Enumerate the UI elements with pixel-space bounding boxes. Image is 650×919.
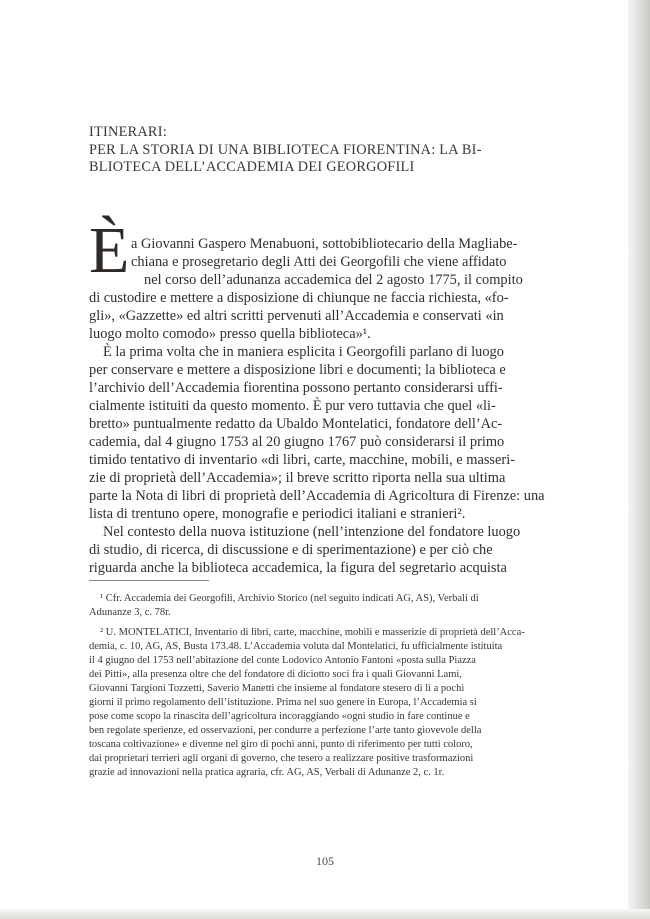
footnote-line: toscana coltivazione» e divenne nel giro di pochi anni, punto di riferimento per tutti coloro, (89, 739, 473, 750)
body-line: bretto» puntualmente redatto da Ubaldo Montelatici, fondatore dell’Ac- (89, 416, 503, 432)
scan-edge-bottom (0, 909, 650, 919)
body-line: lista di trentuno opere, monografie e periodici italiani e stranieri². (89, 506, 466, 522)
body-line: Nel contesto della nuova istituzione (nell’intenzione del fondatore luogo (103, 524, 521, 540)
heading-line: ITINERARI: (89, 124, 167, 140)
heading-line: BLIOTECA DELL’ACCADEMIA DEI GEORGOFILI (89, 159, 415, 176)
footnote-line: il 4 giugno del 1753 nell’abitazione del conte Lodovico Antonio Fantoni «posta sulla Piazza (89, 655, 476, 666)
body-line: di custodire e mettere a disposizione di chiunque ne faccia richiesta, «fo- (89, 290, 509, 306)
footnote-line: pose come scopo la rinascita dell’agricoltura incoraggiando «ogni studio in fare continue e (89, 711, 470, 722)
footnote-line: grazie ad innovazioni nella pratica agraria, cfr. AG, AS, Verbali di Adunanze 2, c. 1r. (89, 767, 445, 778)
body-line: parte la Nota di libri di proprietà dell’Accademia di Agricoltura di Firenze: una (89, 488, 545, 504)
footnote-line: ben regolate sperienze, ed osservazioni, per condurre a perfezione l’arte tanto giovevole della (89, 725, 482, 736)
body-line: gli», «Gazzette» ed altri scritti pervenuti all’Accademia e conservati «in (89, 308, 504, 324)
drop-cap: È (89, 214, 130, 287)
footnote-line: Adunanze 3, c. 78r. (89, 607, 171, 618)
chapter-heading (89, 124, 549, 177)
footnote-line: ² U. MONTELATICI, Inventario di libri, carte, macchine, mobili e masserizie di proprietà dell’Acca- (100, 627, 525, 638)
footnote-divider (89, 580, 209, 581)
footnote-line: giorni il primo regolamento dell’istituzione. Prima nel suo genere in Europa, l’Accademia si (89, 697, 477, 708)
body-line: di studio, di ricerca, di discussione e di sperimentazione) e per ciò che (89, 542, 493, 558)
body-line: cademia, dal 4 giugno 1753 al 20 giugno 1767 può considerarsi il primo (89, 434, 505, 450)
body-line: nel corso dell’adunanza accademica del 2 agosto 1775, il compito (144, 272, 523, 288)
page-number: 105 (316, 854, 334, 868)
body-line: zie di proprietà dell’Accademia»; il breve scritto riporta nella sua ultima (89, 470, 506, 486)
body-line: È la prima volta che in maniera esplicita i Georgofili parlano di luogo (103, 344, 504, 360)
body-line: chiana e prosegretario degli Atti dei Georgofili che viene affidato (131, 254, 507, 270)
footnote-line: dai proprietari terrieri agli organi di governo, che tesero a realizzare positive trasformazioni (89, 753, 474, 764)
body-line: cialmente istituiti da questo momento. È pur vero tuttavia che quel «li- (89, 398, 496, 414)
body-line: luogo molto comodo» presso quella biblioteca»¹. (89, 326, 371, 342)
body-line: a Giovanni Gaspero Menabuoni, sottobibliotecario della Magliabe- (131, 236, 518, 252)
body-line: timido tentativo di inventario «di libri, carte, macchine, mobili, e masseri- (89, 452, 516, 468)
footnote-line: Giovanni Targioni Tozzetti, Saverio Manetti che insieme al fondatore stesero di lì a pochi (89, 683, 465, 694)
heading-line: PER LA STORIA DI UNA BIBLIOTECA FIORENTINA: LA BI- (89, 141, 482, 158)
body-line: riguarda anche la biblioteca accademica, la figura del segretario acquista (89, 560, 507, 576)
body-line: l’archivio dell’Accademia fiorentina possono pertanto considerarsi uffi- (89, 380, 503, 396)
footnote-line: demia, c. 10, AG, AS, Busta 173.48. L’Accademia voluta dal Montelatici, fu ufficialmente istituita (89, 641, 503, 652)
body-line: per conservare e mettere a disposizione libri e documenti; la biblioteca e (89, 362, 506, 378)
footnote-line: ¹ Cfr. Accademia dei Georgofili, Archivio Storico (nel seguito indicati AG, AS), Verbali di (100, 593, 479, 604)
scan-edge-right (628, 0, 650, 919)
footnote-line: dei Pitti», alla presenza oltre che del fondatore di diciotto soci fra i quali Giovanni Lami, (89, 669, 462, 680)
